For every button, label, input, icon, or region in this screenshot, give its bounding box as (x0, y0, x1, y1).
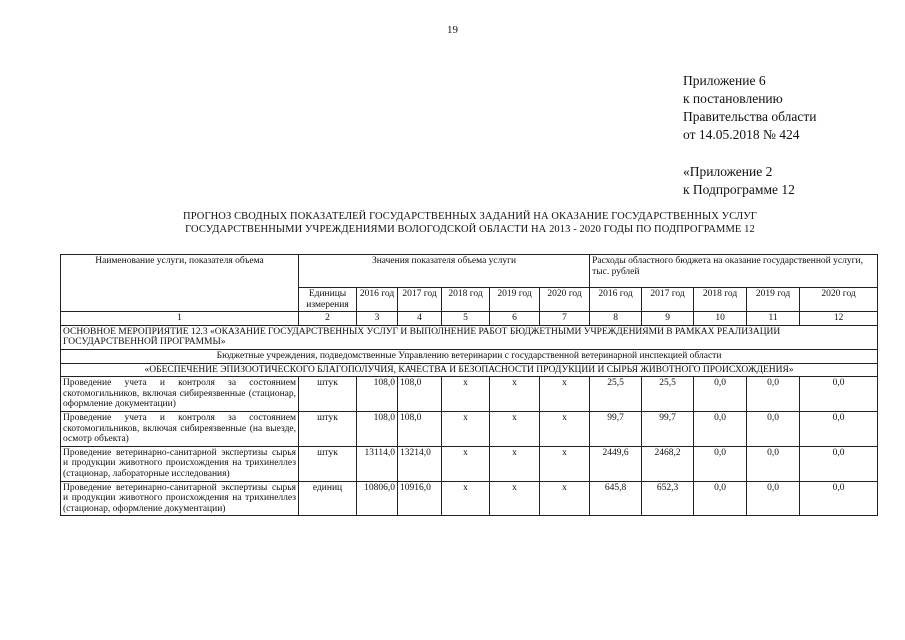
col-number: 1 (61, 312, 299, 326)
row-value: 13114,0 (357, 446, 398, 481)
row-unit: штук (299, 377, 357, 412)
document-title (60, 210, 880, 236)
appendix2-line: «Приложение 2 (683, 164, 773, 179)
row-expense: 25,5 (642, 377, 694, 412)
row-value: х (490, 411, 540, 446)
row-value: х (442, 377, 490, 412)
col-number: 9 (642, 312, 694, 326)
row-value: 108,0 (357, 377, 398, 412)
header-year-2019: 2019 год (490, 288, 540, 312)
appendix-line: Правительства области (683, 109, 817, 124)
row-expense: 2468,2 (642, 446, 694, 481)
appendix-line: Приложение 6 (683, 73, 766, 88)
appendix2-block (683, 163, 795, 199)
header-year-2017: 2017 год (398, 288, 442, 312)
row-expense: 0,0 (747, 411, 800, 446)
row-expense: 0,0 (694, 411, 747, 446)
row-value: х (442, 411, 490, 446)
row-expense: 645,8 (590, 481, 642, 516)
appendix-line: от 14.05.2018 № 424 (683, 127, 800, 142)
col-number: 6 (490, 312, 540, 326)
table-row (61, 446, 878, 481)
title-line: ПРОГНОЗ СВОДНЫХ ПОКАЗАТЕЛЕЙ ГОСУДАРСТВЕННЫХ ЗАДАНИЙ НА ОКАЗАНИЕ ГОСУДАРСТВЕННЫХ УСЛУГ (183, 211, 757, 222)
col-number: 4 (398, 312, 442, 326)
service-heading: «ОБЕСПЕЧЕНИЕ ЭПИЗООТИЧЕСКОГО БЛАГОПОЛУЧИЯ, КАЧЕСТВА И БЕЗОПАСНОСТИ ПРОДУКЦИИ И СЫРЬЯ ЖИВОТНОГО ПРОИСХОЖДЕНИЯ» (61, 363, 878, 377)
row-value: х (490, 446, 540, 481)
row-expense: 0,0 (694, 481, 747, 516)
header-exp-2017: 2017 год (642, 288, 694, 312)
subsection-heading: Бюджетные учреждения, подведомственные Управлению ветеринарии с государственной ветеринарной инспекцией области (61, 349, 878, 363)
header-values: Значения показателя объема услуги (299, 255, 590, 288)
row-expense: 99,7 (642, 411, 694, 446)
row-value: х (442, 481, 490, 516)
row-unit: штук (299, 446, 357, 481)
appendix-line: к постановлению (683, 91, 783, 106)
table-row (61, 411, 878, 446)
row-value: х (540, 446, 590, 481)
row-value: х (540, 411, 590, 446)
row-expense: 0,0 (800, 411, 878, 446)
forecast-table (60, 254, 878, 516)
row-expense: 2449,6 (590, 446, 642, 481)
row-value: х (490, 481, 540, 516)
col-number: 10 (694, 312, 747, 326)
table-row (61, 481, 878, 516)
row-name: Проведение ветеринарно-санитарной экспертизы сырья и продукции животного происхождения на трихинеллез (стационар, оформление документации) (61, 481, 299, 516)
header-exp-2020: 2020 год (800, 288, 878, 312)
row-expense: 0,0 (747, 446, 800, 481)
col-number: 12 (800, 312, 878, 326)
row-expense: 25,5 (590, 377, 642, 412)
header-exp-2016: 2016 год (590, 288, 642, 312)
header-exp-2019: 2019 год (747, 288, 800, 312)
row-value: х (540, 377, 590, 412)
table-row (61, 377, 878, 412)
row-value: 10806,0 (357, 481, 398, 516)
col-number: 2 (299, 312, 357, 326)
row-value: х (540, 481, 590, 516)
row-expense: 0,0 (800, 481, 878, 516)
section-heading: ОСНОВНОЕ МЕРОПРИЯТИЕ 12.3 «ОКАЗАНИЕ ГОСУДАРСТВЕННЫХ УСЛУГ И ВЫПОЛНЕНИЕ РАБОТ БЮДЖЕТНЫМИ УЧРЕЖДЕНИЯМИ В РАМКАХ РЕАЛИЗАЦИИ ГОСУДАРСТВЕННОЙ ПРОГРАММЫ» (61, 325, 878, 349)
row-value: х (490, 377, 540, 412)
row-value: 108,0 (357, 411, 398, 446)
column-numbers-row (61, 312, 878, 326)
appendix-block (683, 72, 816, 144)
appendix2-line: к Подпрограмме 12 (683, 182, 795, 197)
col-number: 11 (747, 312, 800, 326)
header-expenses: Расходы областного бюджета на оказание государственной услуги, тыс. рублей (590, 255, 878, 288)
row-expense: 652,3 (642, 481, 694, 516)
row-value: 108,0 (398, 411, 442, 446)
col-number: 5 (442, 312, 490, 326)
row-value: 10916,0 (398, 481, 442, 516)
row-unit: единиц (299, 481, 357, 516)
header-exp-2018: 2018 год (694, 288, 747, 312)
header-year-2020: 2020 год (540, 288, 590, 312)
col-number: 8 (590, 312, 642, 326)
row-value: 108,0 (398, 377, 442, 412)
row-expense: 0,0 (747, 377, 800, 412)
col-number: 7 (540, 312, 590, 326)
row-value: х (442, 446, 490, 481)
row-expense: 0,0 (747, 481, 800, 516)
title-line: ГОСУДАРСТВЕННЫМИ УЧРЕЖДЕНИЯМИ ВОЛОГОДСКОЙ ОБЛАСТИ НА 2013 - 2020 ГОДЫ ПО ПОДПРОГРАММЕ 12 (185, 224, 755, 235)
header-year-2018: 2018 год (442, 288, 490, 312)
row-expense: 0,0 (800, 377, 878, 412)
row-name: Проведение учета и контроля за состоянием скотомогильников, включая сибиреязвенные (на выезде, осмотр объекта) (61, 411, 299, 446)
row-expense: 99,7 (590, 411, 642, 446)
row-value: 13214,0 (398, 446, 442, 481)
row-unit: штук (299, 411, 357, 446)
page-number: 19 (447, 24, 458, 36)
col-number: 3 (357, 312, 398, 326)
header-unit: Единицы измерения (299, 288, 357, 312)
row-name: Проведение учета и контроля за состоянием скотомогильников, включая сибиреязвенные (стационар, оформление документации) (61, 377, 299, 412)
header-year-2016: 2016 год (357, 288, 398, 312)
row-expense: 0,0 (800, 446, 878, 481)
row-expense: 0,0 (694, 377, 747, 412)
header-name: Наименование услуги, показателя объема (61, 255, 299, 312)
row-expense: 0,0 (694, 446, 747, 481)
row-name: Проведение ветеринарно-санитарной экспертизы сырья и продукции животного происхождения на трихинеллез (стационар, лабораторные исследования) (61, 446, 299, 481)
